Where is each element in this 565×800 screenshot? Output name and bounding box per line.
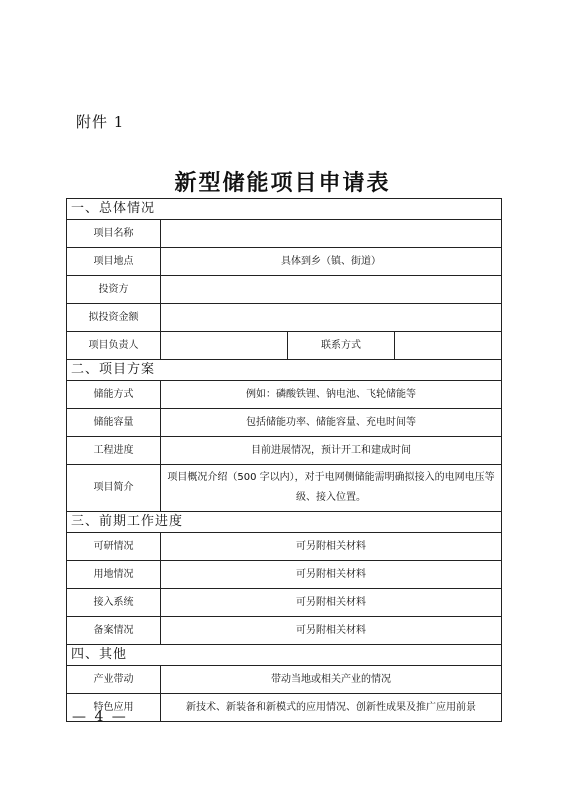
section-heading-other: 四、其他 bbox=[67, 645, 502, 666]
section-heading-plan: 二、项目方案 bbox=[67, 360, 502, 381]
table-row bbox=[67, 304, 502, 332]
value-intro[interactable]: 项目概况介绍（500 字以内），对于电网侧储能需明确拟接入的电网电压等级、接入位置。 bbox=[161, 465, 502, 512]
table-row bbox=[67, 666, 502, 694]
section-other-row bbox=[67, 645, 502, 666]
value-investor[interactable] bbox=[161, 276, 502, 304]
value-project-name[interactable] bbox=[161, 220, 502, 248]
label-project-name: 项目名称 bbox=[67, 220, 161, 248]
label-land: 用地情况 bbox=[67, 561, 161, 589]
page-number: — 4 — bbox=[72, 709, 128, 725]
label-grid-access: 接入系统 bbox=[67, 589, 161, 617]
value-grid-access[interactable]: 可另附相关材料 bbox=[161, 589, 502, 617]
label-intro: 项目简介 bbox=[67, 465, 161, 512]
table-row bbox=[67, 220, 502, 248]
section-overview-row bbox=[67, 199, 502, 220]
value-project-location[interactable]: 具体到乡（镇、街道） bbox=[161, 248, 502, 276]
label-project-manager: 项目负责人 bbox=[67, 332, 161, 360]
label-planned-investment: 拟投资金额 bbox=[67, 304, 161, 332]
label-featured-application: 特色应用 bbox=[67, 694, 161, 722]
table-row bbox=[67, 332, 502, 360]
label-industry-driving: 产业带动 bbox=[67, 666, 161, 694]
table-row bbox=[67, 465, 502, 512]
value-contact[interactable] bbox=[395, 332, 502, 360]
table-row bbox=[67, 437, 502, 465]
value-progress[interactable]: 目前进展情况，预计开工和建成时间 bbox=[161, 437, 502, 465]
label-contact: 联系方式 bbox=[288, 332, 395, 360]
value-filing[interactable]: 可另附相关材料 bbox=[161, 617, 502, 645]
table-row bbox=[67, 589, 502, 617]
label-filing: 备案情况 bbox=[67, 617, 161, 645]
label-project-location: 项目地点 bbox=[67, 248, 161, 276]
label-storage-method: 储能方式 bbox=[67, 381, 161, 409]
table-row bbox=[67, 617, 502, 645]
label-investor: 投资方 bbox=[67, 276, 161, 304]
attachment-label: 附件 1 bbox=[76, 113, 125, 131]
table-row bbox=[67, 381, 502, 409]
label-progress: 工程进度 bbox=[67, 437, 161, 465]
value-land[interactable]: 可另附相关材料 bbox=[161, 561, 502, 589]
section-heading-preliminary: 三、前期工作进度 bbox=[67, 512, 502, 533]
table-row bbox=[67, 248, 502, 276]
value-featured-application[interactable]: 新技术、新装备和新模式的应用情况、创新性成果及推广应用前景 bbox=[161, 694, 502, 722]
section-heading-overview: 一、总体情况 bbox=[67, 199, 502, 220]
table-row bbox=[67, 409, 502, 437]
table-row bbox=[67, 561, 502, 589]
table-row bbox=[67, 276, 502, 304]
label-feasibility: 可研情况 bbox=[67, 533, 161, 561]
value-storage-capacity[interactable]: 包括储能功率、储能容量、充电时间等 bbox=[161, 409, 502, 437]
table-row bbox=[67, 533, 502, 561]
section-plan-row bbox=[67, 360, 502, 381]
value-industry-driving[interactable]: 带动当地或相关产业的情况 bbox=[161, 666, 502, 694]
value-project-manager[interactable] bbox=[161, 332, 288, 360]
section-preliminary-row bbox=[67, 512, 502, 533]
label-storage-capacity: 储能容量 bbox=[67, 409, 161, 437]
value-feasibility[interactable]: 可另附相关材料 bbox=[161, 533, 502, 561]
application-form-table bbox=[66, 198, 502, 722]
value-planned-investment[interactable] bbox=[161, 304, 502, 332]
table-row bbox=[67, 694, 502, 722]
value-storage-method[interactable]: 例如：磷酸铁锂、钠电池、飞轮储能等 bbox=[161, 381, 502, 409]
form-title: 新型储能项目申请表 bbox=[174, 171, 391, 196]
